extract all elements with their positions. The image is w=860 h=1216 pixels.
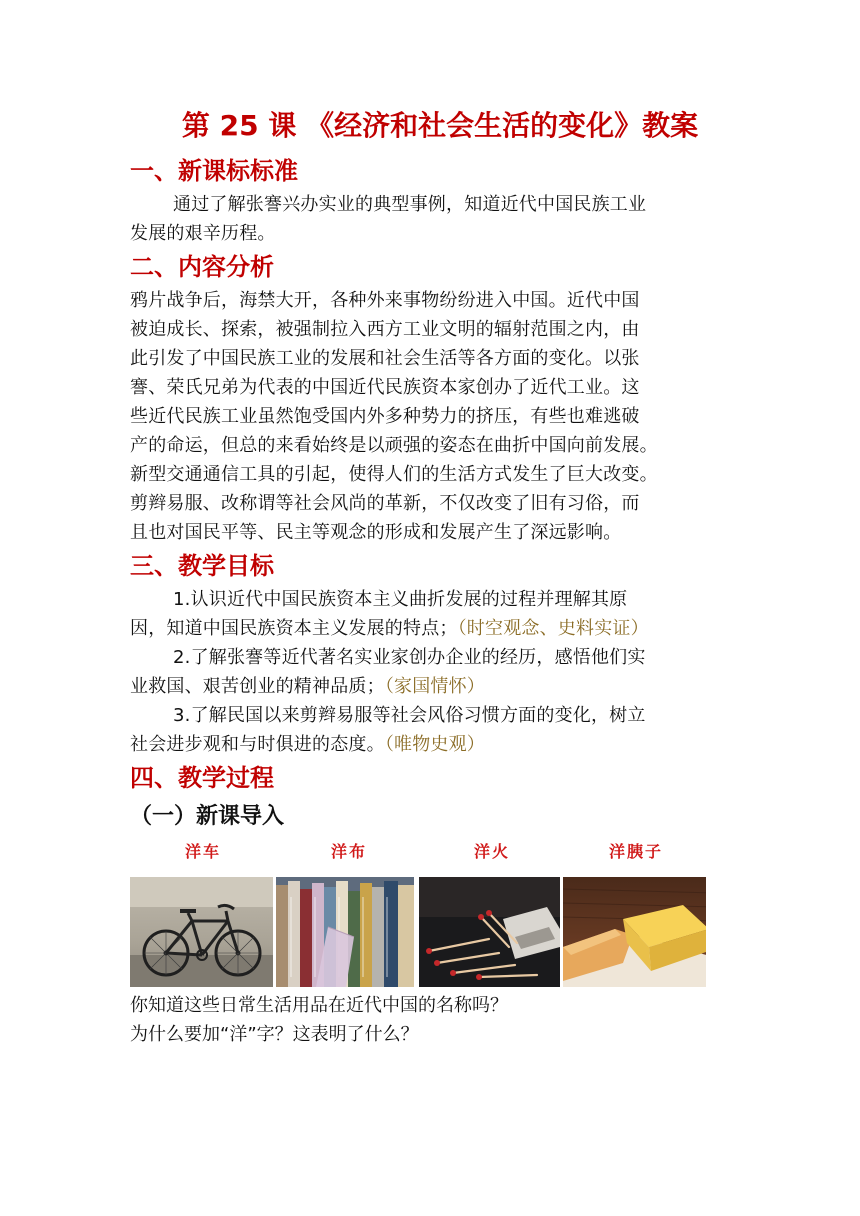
goal-literacy-tag: （唯物史观） xyxy=(384,734,486,755)
gallery-item-matches xyxy=(419,841,565,991)
curriculum-standard-text xyxy=(130,190,750,248)
text-line: 剪辫易服、改称谓等社会风尚的革新，不仅改变了旧有习俗，而 xyxy=(130,493,640,514)
section-heading-teaching-process: 四、教学过程 xyxy=(130,764,274,792)
question-line: 你知道这些日常生活用品在近代中国的名称吗？ xyxy=(130,995,508,1016)
text-line: 鸦片战争后，海禁大开，各种外来事物纷纷进入中国。近代中国 xyxy=(130,290,640,311)
section-heading-teaching-goals: 三、教学目标 xyxy=(130,552,274,580)
text-line: 且也对国民平等、民主等观念的形成和发展产生了深远影响。 xyxy=(130,522,622,543)
text-line: 发展的艰辛历程。 xyxy=(130,223,276,244)
document-title: 第 25 课 《经济和社会生活的变化》教案 xyxy=(181,109,699,142)
goal-literacy-tag: （家国情怀） xyxy=(384,676,486,697)
text-line: 些近代民族工业虽然饱受国内外多种势力的挤压，有些也难逃破 xyxy=(130,406,640,427)
content-analysis-text xyxy=(130,286,750,547)
goal-text: 业救国、艰苦创业的精神品质； xyxy=(130,676,385,697)
bicycle-photo-icon xyxy=(130,877,273,987)
text-line: 被迫成长、探索，被强制拉入西方工业文明的辐射范围之内，由 xyxy=(130,319,640,340)
text-line: 謇、荣氏兄弟为代表的中国近代民族资本家创办了近代工业。这 xyxy=(130,377,640,398)
cloth-rolls-photo-icon xyxy=(276,877,419,987)
section-heading-content-analysis: 二、内容分析 xyxy=(130,253,274,281)
subsection-heading-intro: （一）新课导入 xyxy=(130,804,285,829)
gallery-label: 洋车 xyxy=(184,842,221,861)
gallery-label: 洋布 xyxy=(330,842,367,861)
intro-questions xyxy=(130,991,750,1049)
goal-text: 因，知道中国民族资本主义发展的特点； xyxy=(130,618,458,639)
goal-line xyxy=(130,614,750,643)
gallery-label: 洋胰子 xyxy=(608,842,663,861)
goal-line xyxy=(130,672,750,701)
text-line: 新型交通通信工具的引起，使得人们的生活方式发生了巨大改变。 xyxy=(130,464,658,485)
goal-line: 1.认识近代中国民族资本主义曲折发展的过程并理解其原 xyxy=(173,589,628,610)
gallery-item-soap xyxy=(563,841,709,991)
question-line: 为什么要加“洋”字？这表明了什么？ xyxy=(130,1024,419,1045)
soap-photo-icon xyxy=(563,877,706,987)
section-heading-curriculum-standard: 一、新课标标准 xyxy=(130,157,298,185)
gallery-item-bicycle xyxy=(130,841,276,991)
goal-line: 3.了解民国以来剪辫易服等社会风俗习惯方面的变化，树立 xyxy=(173,705,646,726)
goal-literacy-tag: （时空观念、史料实证） xyxy=(457,618,649,639)
goal-line xyxy=(130,730,750,759)
matches-photo-icon xyxy=(419,877,562,987)
teaching-goals-list xyxy=(130,585,750,759)
foreign-goods-gallery xyxy=(130,841,714,991)
text-line: 通过了解张謇兴办实业的典型事例，知道近代中国民族工业 xyxy=(173,194,647,215)
goal-text: 社会进步观和与时俱进的态度。 xyxy=(130,734,385,755)
goal-line: 2.了解张謇等近代著名实业家创办企业的经历，感悟他们实 xyxy=(173,647,646,668)
text-line: 产的命运，但总的来看始终是以顽强的姿态在曲折中国向前发展。 xyxy=(130,435,658,456)
text-line: 此引发了中国民族工业的发展和社会生活等各方面的变化。以张 xyxy=(130,348,640,369)
gallery-label: 洋火 xyxy=(473,842,510,861)
gallery-item-cloth xyxy=(276,841,422,991)
lesson-plan-page xyxy=(130,104,750,1049)
